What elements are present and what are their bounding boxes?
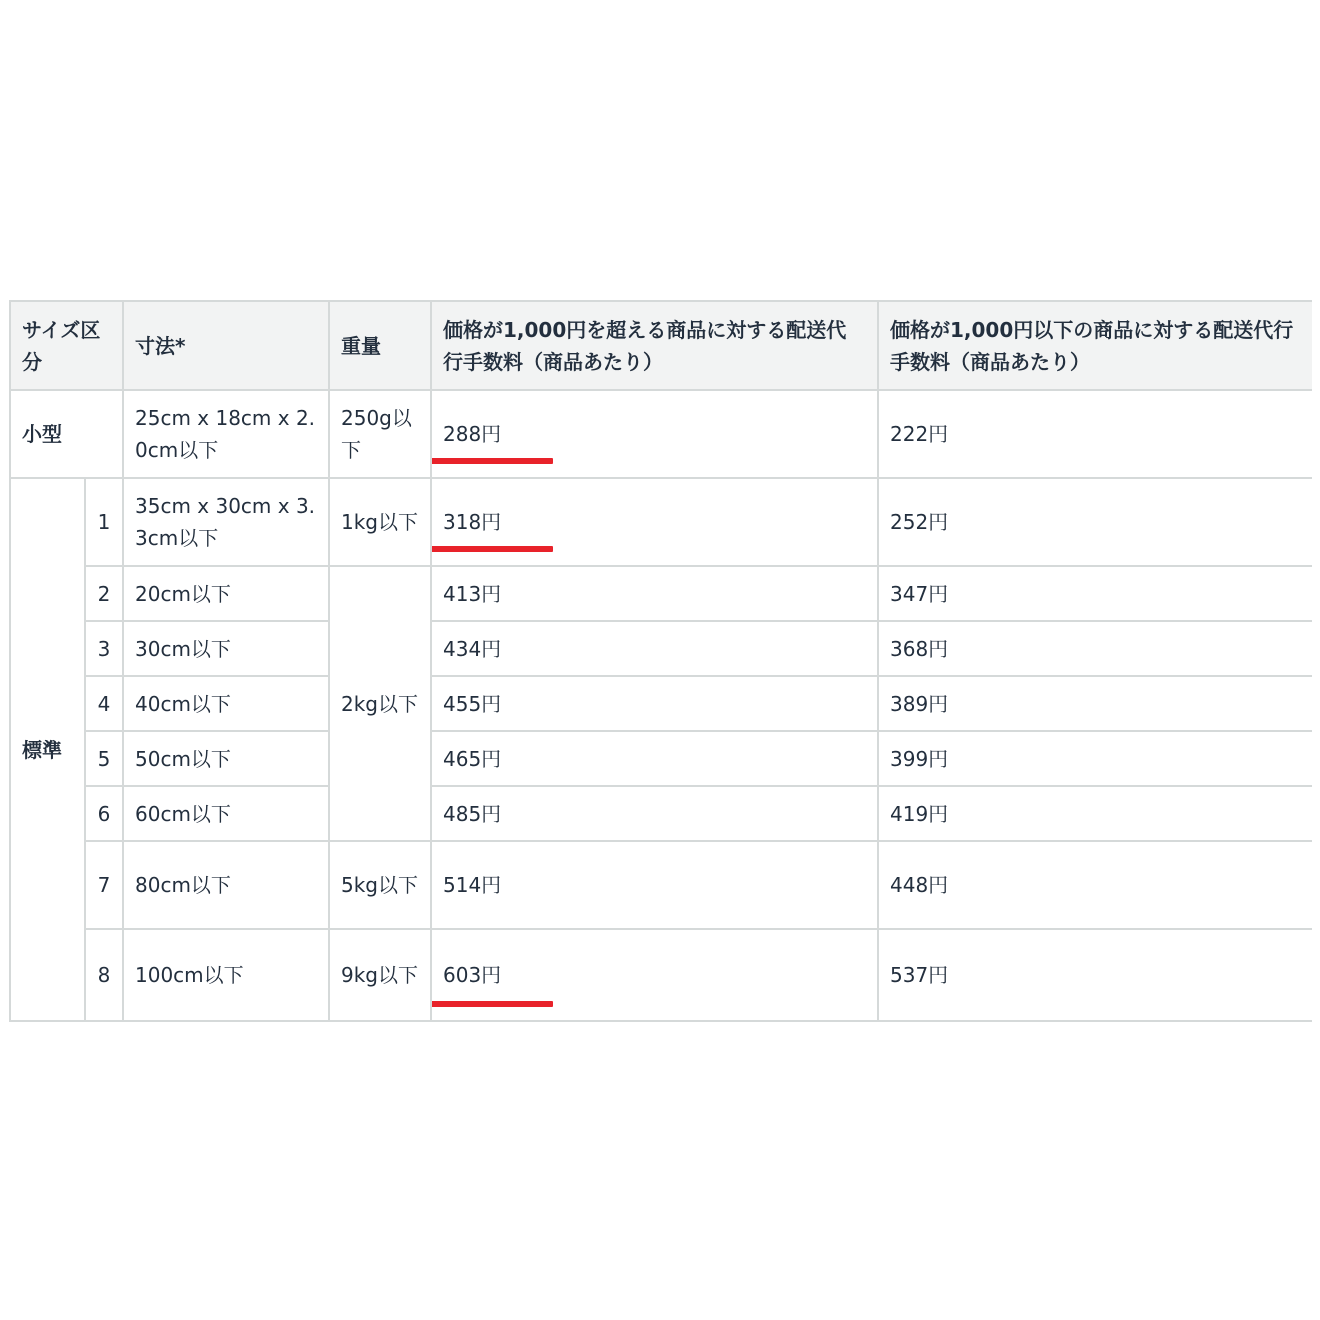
- header-weight: 重量: [329, 301, 431, 390]
- dimensions-cell: 20cm以下: [123, 566, 329, 621]
- fee-under-cell: 222円: [878, 390, 1312, 478]
- category-standard: 標準: [10, 478, 85, 1021]
- table-row: [10, 841, 1312, 929]
- fee-over-cell: 485円: [431, 786, 878, 841]
- size-number: 8: [85, 929, 123, 1021]
- dimensions-cell: 40cm以下: [123, 676, 329, 731]
- fee-over-cell: 434円: [431, 621, 878, 676]
- table-row: [10, 566, 1312, 621]
- size-number: 6: [85, 786, 123, 841]
- header-fee-under-1000: 価格が1,000円以下の商品に対する配送代行手数料（商品あたり）: [878, 301, 1312, 390]
- fee-under-cell: 448円: [878, 841, 1312, 929]
- table-row: [10, 478, 1312, 566]
- table-row: [10, 676, 1312, 731]
- dimensions-cell: 80cm以下: [123, 841, 329, 929]
- header-size-class: サイズ区分: [10, 301, 123, 390]
- fee-over-cell: [431, 929, 878, 1021]
- fee-under-cell: 252円: [878, 478, 1312, 566]
- dimensions-cell: 35cm x 30cm x 3.3cm以下: [123, 478, 329, 566]
- dimensions-cell: 100cm以下: [123, 929, 329, 1021]
- weight-cell: 5kg以下: [329, 841, 431, 929]
- fee-table-container: [9, 300, 1312, 1028]
- table-row: [10, 786, 1312, 841]
- dimensions-cell: 60cm以下: [123, 786, 329, 841]
- fee-under-cell: 537円: [878, 929, 1312, 1021]
- fee-over-cell: 413円: [431, 566, 878, 621]
- fee-over-cell: 465円: [431, 731, 878, 786]
- header-fee-over-1000: 価格が1,000円を超える商品に対する配送代行手数料（商品あたり）: [431, 301, 878, 390]
- header-dimensions: 寸法*: [123, 301, 329, 390]
- dimensions-cell: 30cm以下: [123, 621, 329, 676]
- fee-over-cell: 514円: [431, 841, 878, 929]
- size-number: 4: [85, 676, 123, 731]
- size-number: 1: [85, 478, 123, 566]
- fee-over-cell: [431, 390, 878, 478]
- table-header-row: [10, 301, 1312, 390]
- category-small: 小型: [10, 390, 123, 478]
- fee-over-cell: 455円: [431, 676, 878, 731]
- fee-over-cell: [431, 478, 878, 566]
- size-number: 5: [85, 731, 123, 786]
- fee-under-cell: 368円: [878, 621, 1312, 676]
- highlight-underline: [431, 458, 553, 464]
- table-row-small: [10, 390, 1312, 478]
- fee-over-value: 318円: [443, 510, 502, 534]
- table-row: [10, 621, 1312, 676]
- table-row: [10, 929, 1312, 1021]
- table-row: [10, 731, 1312, 786]
- fulfillment-fee-table: [9, 300, 1312, 1022]
- fee-over-value: 288円: [443, 422, 502, 446]
- fee-over-value: 603円: [443, 963, 502, 987]
- size-number: 7: [85, 841, 123, 929]
- dimensions-cell: 50cm以下: [123, 731, 329, 786]
- weight-cell-group: 2kg以下: [329, 566, 431, 841]
- fee-under-cell: 389円: [878, 676, 1312, 731]
- fee-under-cell: 399円: [878, 731, 1312, 786]
- highlight-underline: [431, 546, 553, 552]
- size-number: 3: [85, 621, 123, 676]
- fee-under-cell: 419円: [878, 786, 1312, 841]
- weight-cell: 250g以下: [329, 390, 431, 478]
- dimensions-cell: 25cm x 18cm x 2.0cm以下: [123, 390, 329, 478]
- weight-cell: 1kg以下: [329, 478, 431, 566]
- weight-cell: 9kg以下: [329, 929, 431, 1021]
- highlight-underline: [431, 1001, 553, 1007]
- fee-under-cell: 347円: [878, 566, 1312, 621]
- size-number: 2: [85, 566, 123, 621]
